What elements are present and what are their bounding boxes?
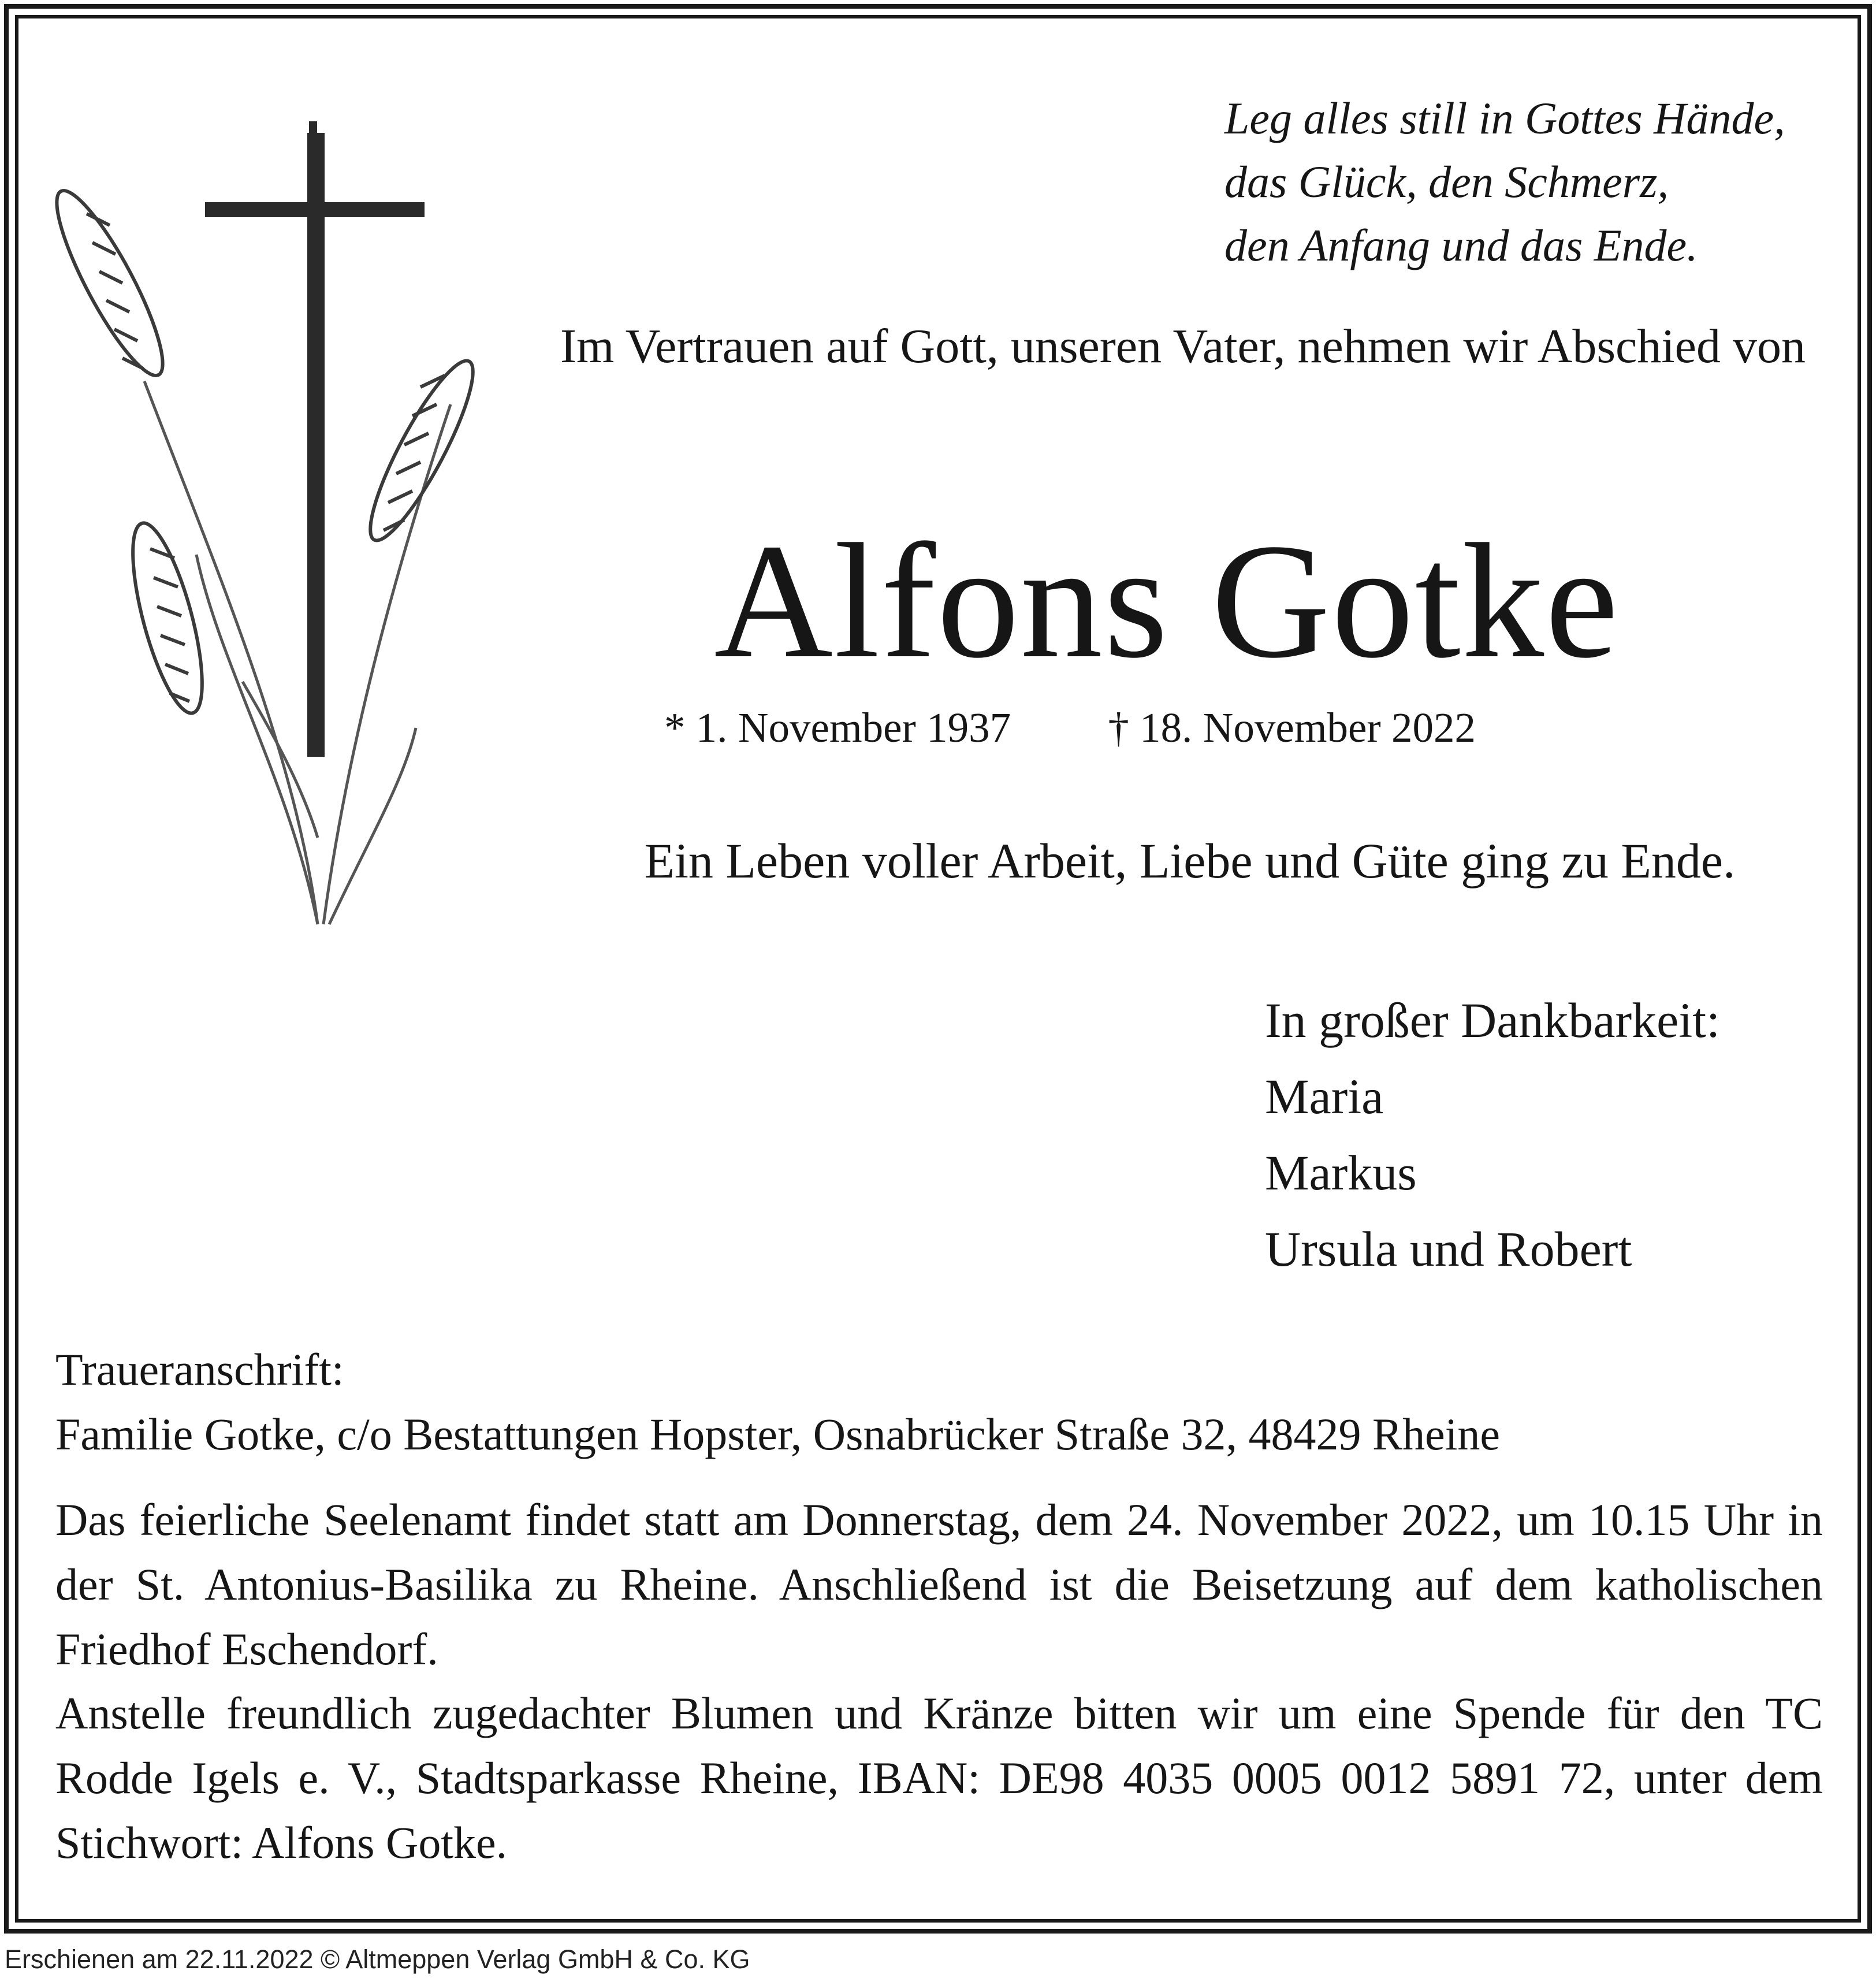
motto-line: das Glück, den Schmerz, — [1224, 157, 1669, 207]
death-date: † 18. November 2022 — [1108, 704, 1476, 751]
publication-footer: Erschienen am 22.11.2022 © Altmeppen Verlag GmbH & Co. KG — [5, 1944, 750, 1974]
service-info: Das feierliche Seelenamt findet statt am Donnerstag, dem 24. November 2022, um 10.15 Uhr in der St. Antonius-Basilika zu Rheine. Anschließend ist die Beisetzung auf dem katholischen Friedhof Eschendorf. — [55, 1494, 1823, 1674]
family-signature — [1265, 982, 1842, 1287]
deceased-name: Alfons Gotke — [714, 510, 1620, 692]
motto-line: Leg alles still in Gottes Hände, — [1224, 93, 1785, 143]
life-dates — [664, 699, 1704, 757]
motto-line: den Anfang und das Ende. — [1224, 220, 1698, 270]
intro-text: Im Vertrauen auf Gott, unseren Vater, nehmen wir Abschied von — [560, 319, 1806, 373]
donation-info: Anstelle freundlich zugedachter Blumen und Kränze bitten wir um eine Spende für den TC Rodde Igels e. V., Stadtsparkasse Rheine, IBAN: DE98 4035 0005 0012 5891 72, unter dem Stichwort: Alfons Gotke. — [55, 1688, 1823, 1868]
motto-verse — [1224, 87, 1831, 277]
family-member: Maria — [1265, 1069, 1384, 1124]
family-member: Markus — [1265, 1145, 1417, 1200]
family-heading: In großer Dankbarkeit: — [1265, 992, 1721, 1048]
address-text: Familie Gotke, c/o Bestattungen Hopster, Osnabrücker Straße 32, 48429 Rheine — [55, 1409, 1500, 1459]
address-label: Traueranschrift: — [55, 1344, 344, 1395]
life-summary: Ein Leben voller Arbeit, Liebe und Güte ging zu Ende. — [644, 833, 1736, 888]
birth-date: * 1. November 1937 — [664, 704, 1011, 751]
cross-wheat-emblem — [46, 116, 543, 936]
wheat-stalks-icon — [144, 381, 451, 924]
wheat-ear-icon — [46, 180, 489, 719]
family-member: Ursula und Robert — [1265, 1221, 1632, 1277]
cross-icon — [205, 121, 425, 757]
mourning-address — [55, 1337, 1823, 1467]
